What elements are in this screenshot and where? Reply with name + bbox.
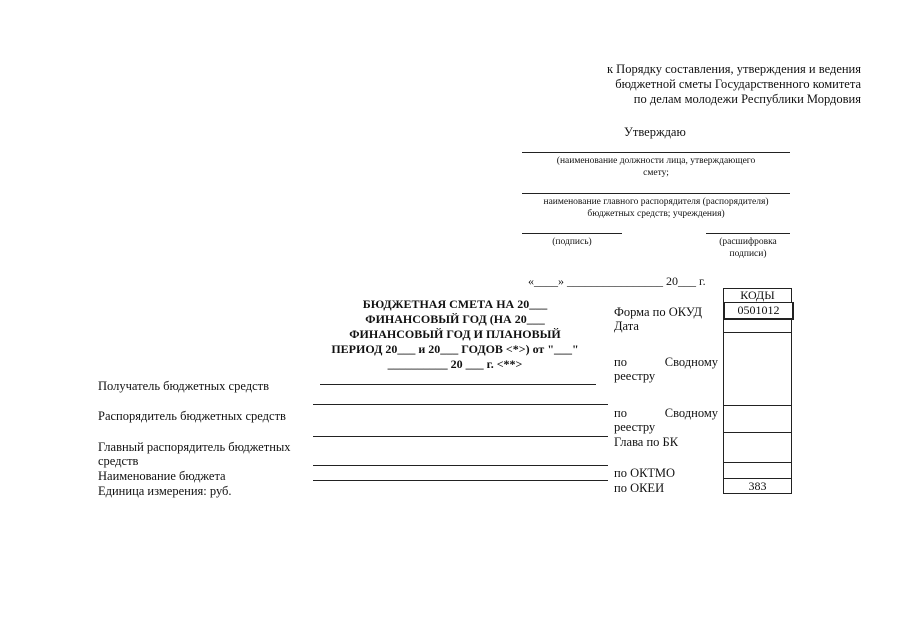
org-hint (522, 196, 790, 220)
chief-manager-line-1: Главный распорядитель бюджетных (98, 440, 291, 454)
org-line (522, 193, 790, 194)
registry-1-row (614, 355, 718, 369)
registry-1-code-cell (723, 333, 792, 406)
registry-1-label (614, 355, 718, 383)
okei-code-cell: 383 (723, 479, 792, 494)
oktmo-code-cell (723, 463, 792, 479)
title-line-3: ФИНАНСОВЫЙ ГОД И ПЛАНОВЫЙ (349, 327, 561, 341)
position-line (522, 152, 790, 153)
bk-label: Глава по БК (614, 435, 679, 449)
chief-manager-label (98, 440, 306, 468)
registry-2-row (614, 406, 718, 420)
manager-label: Распорядитель бюджетных средств (98, 409, 286, 423)
registry-2-word-c: реестру (614, 420, 656, 434)
position-hint-line-2: смету; (643, 168, 669, 178)
recipient-line (320, 384, 596, 385)
approval-date: «____» ________________ 20___ г. (528, 274, 706, 288)
org-hint-line-1: наименование главного распорядителя (распорядителя) (543, 197, 769, 207)
registry-1-word-c: реестру (614, 369, 656, 383)
signature-hint: (подпись) (552, 237, 592, 247)
position-hint-line-1: (наименование должности лица, утверждающего (556, 156, 756, 166)
title-line-4: ПЕРИОД 20___ и 20___ ГОДОВ <*>) от "___" (331, 342, 579, 356)
okei-label: по ОКЕИ (614, 481, 665, 495)
header-line-2: бюджетной сметы Государственного комитета (615, 77, 861, 91)
recipient-label: Получатель бюджетных средств (98, 379, 270, 393)
registry-2-code-cell (723, 406, 792, 433)
budget-name-label: Наименование бюджета (98, 469, 226, 483)
recipient-line-2 (313, 404, 608, 405)
okud-code-cell: 0501012 (723, 302, 794, 320)
position-hint (522, 155, 790, 179)
oktmo-label: по ОКТМО (614, 466, 676, 480)
registry-2-word-b: Сводному (664, 406, 718, 420)
title-line-5: __________ 20 ___ г. <**> (387, 357, 523, 371)
chief-manager-line-2: средств (98, 454, 139, 468)
decode-hint-line-2: подписи) (729, 249, 767, 259)
appendix-header (607, 62, 861, 107)
unit-label: Единица измерения: руб. (98, 484, 232, 498)
signature-line (522, 233, 622, 234)
bk-code-cell (723, 433, 792, 463)
org-hint-line-2: бюджетных средств; учреждения) (587, 209, 725, 219)
decode-hint (706, 236, 790, 260)
manager-line (313, 436, 608, 437)
okud-label: Форма по ОКУД (614, 305, 702, 319)
title-line-1: БЮДЖЕТНАЯ СМЕТА НА 20___ (362, 297, 548, 311)
header-line-1: к Порядку составления, утверждения и ведения (606, 62, 861, 76)
approval-title: Утверждаю (624, 125, 686, 139)
registry-1-word-a: по (614, 355, 627, 369)
decode-line (706, 233, 790, 234)
registry-2-word-a: по (614, 406, 627, 420)
document-title (310, 297, 600, 372)
title-line-2: ФИНАНСОВЫЙ ГОД (НА 20___ (365, 312, 545, 326)
decode-hint-line-1: (расшифровка (719, 237, 777, 247)
date-code-cell (723, 319, 792, 333)
registry-2-label (614, 406, 718, 434)
budget-name-line (313, 480, 608, 481)
date-label: Дата (614, 319, 639, 333)
codes-header: КОДЫ (723, 288, 792, 303)
header-line-3: по делам молодежи Республики Мордовия (633, 92, 861, 106)
chief-manager-line (313, 465, 608, 466)
registry-1-word-b: Сводному (664, 355, 718, 369)
